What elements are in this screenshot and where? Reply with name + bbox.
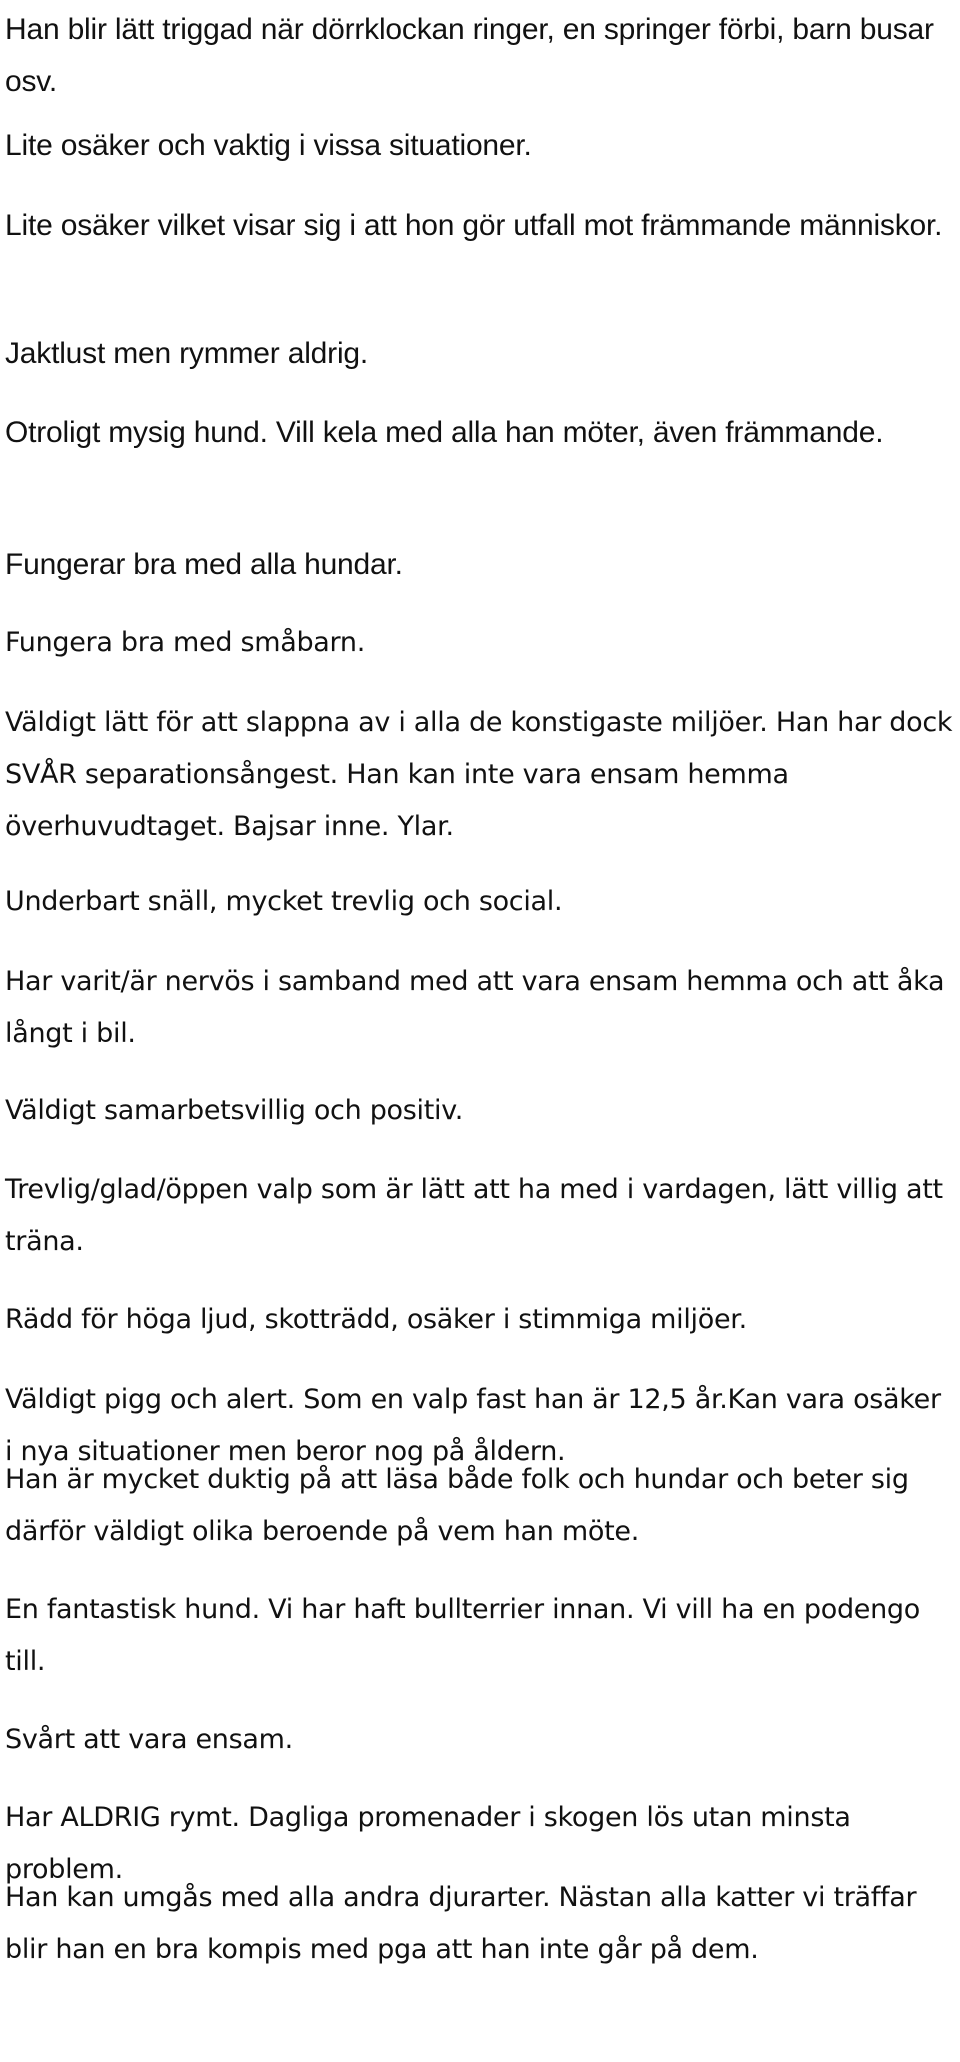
paragraph: Har ALDRIG rymt. Dagliga promenader i skogen lös utan minsta problem.	[5, 1802, 851, 1885]
paragraph: Har varit/är nervös i samband med att vara ensam hemma och att åka långt i bil.	[5, 966, 945, 1049]
paragraph: Rädd för höga ljud, skotträdd, osäker i stimmiga miljöer.	[5, 1304, 747, 1335]
paragraph: Väldigt samarbetsvillig och positiv.	[5, 1095, 464, 1126]
paragraph: En fantastisk hund. Vi har haft bullterrier innan. Vi vill ha en podengo till.	[5, 1594, 920, 1677]
paragraph: Trevlig/glad/öppen valp som är lätt att ha med i vardagen, lätt villig att träna.	[5, 1174, 943, 1257]
paragraph: Svårt att vara ensam.	[5, 1724, 293, 1755]
paragraph: Lite osäker och vaktig i vissa situationer.	[5, 129, 532, 162]
paragraph: Väldigt lätt för att slappna av i alla de konstigaste miljöer. Han har dock SVÅR separationsångest. Han kan inte vara ensam hemma överhuvudtaget. Bajsar inne. Ylar.	[5, 707, 953, 842]
paragraph: Lite osäker vilket visar sig i att hon gör utfall mot främmande människor.	[5, 209, 943, 242]
paragraph: Han blir lätt triggad när dörrklockan ringer, en springer förbi, barn busar osv.	[5, 13, 934, 98]
paragraph: Fungera bra med småbarn.	[5, 627, 365, 658]
paragraph: Han är mycket duktig på att läsa både folk och hundar och beter sig därför väldigt olika beroende på vem han möte.	[5, 1464, 909, 1547]
paragraph: Underbart snäll, mycket trevlig och social.	[5, 886, 563, 917]
paragraph: Han kan umgås med alla andra djurarter. Nästan alla katter vi träffar blir han en bra kompis med pga att han inte går på dem.	[5, 1882, 917, 1965]
paragraph: Fungerar bra med alla hundar.	[5, 548, 403, 581]
paragraph: Jaktlust men rymmer aldrig.	[5, 337, 369, 370]
paragraph: Väldigt pigg och alert. Som en valp fast han är 12,5 år.Kan vara osäker i nya situationer men beror nog på åldern.	[5, 1384, 941, 1467]
paragraph: Otroligt mysig hund. Vill kela med alla han möter, även främmande.	[5, 416, 884, 449]
